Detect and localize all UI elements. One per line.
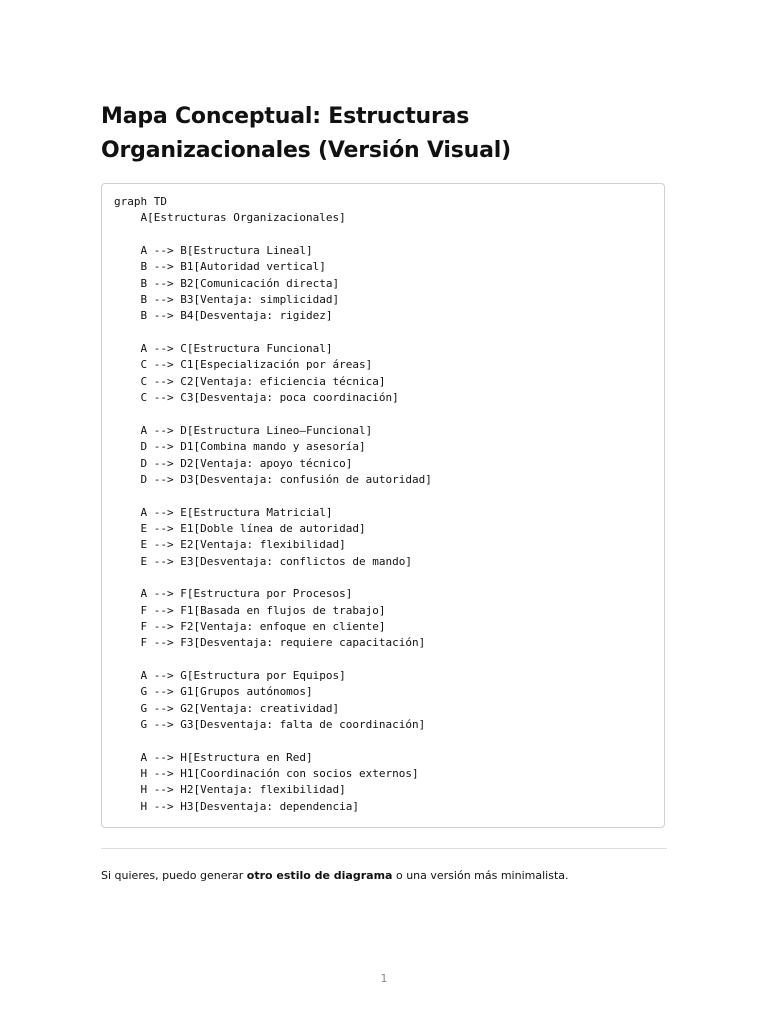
code-line: A --> D[Estructura Lineo–Funcional] xyxy=(114,423,373,437)
code-line: B --> B4[Desventaja: rigidez] xyxy=(114,309,333,323)
code-block xyxy=(101,183,665,828)
code-line: H --> H2[Ventaja: flexibilidad] xyxy=(114,783,346,797)
code-line: A[Estructuras Organizacionales] xyxy=(114,211,346,225)
code-line: A --> E[Estructura Matricial] xyxy=(114,505,333,519)
note-text-after: o una versión más minimalista. xyxy=(392,869,569,882)
code-line: A --> F[Estructura por Procesos] xyxy=(114,587,353,601)
code-line: graph TD xyxy=(114,195,167,208)
code-line: F --> F3[Desventaja: requiere capacitación] xyxy=(114,636,426,650)
code-line: G --> G3[Desventaja: falta de coordinación] xyxy=(114,718,426,731)
code-line: C --> C1[Especialización por áreas] xyxy=(114,358,373,372)
page-number: 1 xyxy=(380,972,388,985)
code-line: E --> E3[Desventaja: conflictos de mando] xyxy=(114,554,413,568)
code-line: A --> G[Estructura por Equipos] xyxy=(114,668,346,682)
code-line: H --> H3[Desventaja: dependencia] xyxy=(114,799,360,813)
code-line: C --> C2[Ventaja: eficiencia técnica] xyxy=(114,374,386,388)
horizontal-divider xyxy=(101,848,667,849)
code-line: E --> E2[Ventaja: flexibilidad] xyxy=(114,538,346,552)
code-line: G --> G2[Ventaja: creatividad] xyxy=(114,701,340,715)
page-title: Mapa Conceptual: Estructuras Organizacionales (Versión Visual) xyxy=(101,104,511,163)
code-line: B --> B2[Comunicación directa] xyxy=(114,276,340,290)
code-line: F --> F2[Ventaja: enfoque en cliente] xyxy=(114,619,386,633)
code-line: H --> H1[Coordinación con socios externos] xyxy=(114,767,419,781)
closing-note xyxy=(101,868,667,884)
code-line: D --> D3[Desventaja: confusión de autoridad] xyxy=(114,472,432,486)
code-line: A --> H[Estructura en Red] xyxy=(114,750,313,764)
code-line: A --> B[Estructura Lineal] xyxy=(114,244,313,258)
code-line: B --> B1[Autoridad vertical] xyxy=(114,260,326,274)
code-line: C --> C3[Desventaja: poca coordinación] xyxy=(114,391,399,405)
code-line: F --> F1[Basada en flujos de trabajo] xyxy=(114,603,386,617)
code-line: D --> D2[Ventaja: apoyo técnico] xyxy=(114,456,353,470)
code-content xyxy=(114,194,432,815)
code-line: G --> G1[Grupos autónomos] xyxy=(114,685,313,699)
code-line: A --> C[Estructura Funcional] xyxy=(114,342,333,356)
code-line: B --> B3[Ventaja: simplicidad] xyxy=(114,293,340,307)
code-line: D --> D1[Combina mando y asesoría] xyxy=(114,440,366,454)
note-text-before: Si quieres, puedo generar xyxy=(101,869,247,882)
note-text-bold: otro estilo de diagrama xyxy=(246,869,393,882)
code-line: E --> E1[Doble línea de autoridad] xyxy=(114,521,366,535)
